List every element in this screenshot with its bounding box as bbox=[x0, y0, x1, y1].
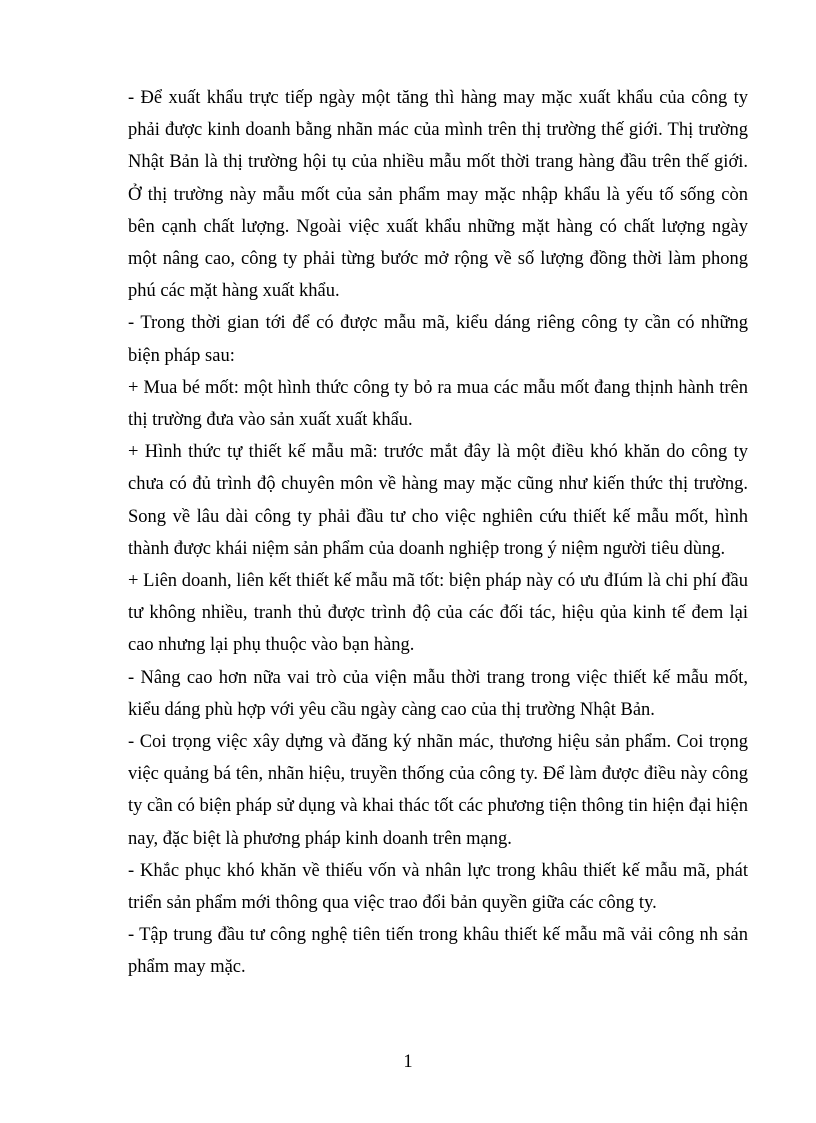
paragraph-5: + Liên doanh, liên kết thiết kế mẫu mã tốt: biện pháp này có ưu đIúm là chi phí đầu tư không nhiều, tranh thủ được trình độ của các đối tác, hiệu qủa kinh tế đem lại cao nhưng lại phụ thuộc vào bạn hàng. bbox=[128, 571, 748, 656]
paragraph-9: - Tập trung đầu tư công nghệ tiên tiến trong khâu thiết kế mẫu mã vải công nh sản phẩm may mặc. bbox=[128, 925, 748, 978]
paragraph-3: + Mua bé mốt: một hình thức công ty bỏ ra mua các mẫu mốt đang thịnh hành trên thị trường đưa vào sản xuất xuất khẩu. bbox=[128, 377, 748, 431]
paragraph-2: - Trong thời gian tới để có được mẫu mã, kiểu dáng riêng công ty cần có những biện pháp sau: bbox=[128, 313, 748, 366]
document-body bbox=[128, 82, 748, 984]
paragraph-6: - Nâng cao hơn nữa vai trò của viện mẫu thời trang trong việc thiết kế mẫu mốt, kiểu dáng phù hợp với yêu cầu ngày càng cao của thị trường Nhật Bản. bbox=[128, 667, 748, 720]
paragraph-1: - Để xuất khẩu trực tiếp ngày một tăng thì hàng may mặc xuất khẩu của công ty phải được kinh doanh bằng nhãn mác của mình trên thị trường thế giới. Thị trường Nhật Bản là thị trường hội tụ của nhiều mẫu mốt thời trang hàng đầu trên thế giới. Ở thị trường này mẫu mốt của sản phẩm may mặc nhập khẩu là yếu tố sống còn bên cạnh chất lượng. Ngoài việc xuất khẩu những mặt hàng có chất lượng ngày một nâng cao, công ty phải từng bước mở rộng về số lượng đồng thời làm phong phú các mặt hàng xuất khẩu. bbox=[128, 88, 748, 302]
paragraph-7: - Coi trọng việc xây dựng và đăng ký nhãn mác, thương hiệu sản phẩm. Coi trọng việc quảng bá tên, nhãn hiệu, truyền thống của công ty. Để làm được điều này công ty cần có biện pháp sử dụng và khai thác tốt các phương tiện thông tin hiện đại hiện nay, đặc biệt là phương pháp kinh doanh trên mạng. bbox=[128, 732, 748, 849]
page-number: 1 bbox=[403, 1052, 413, 1072]
paragraph-4: + Hình thức tự thiết kế mẫu mã: trước mắt đây là một điều khó khăn do công ty chưa có đủ trình độ chuyên môn về hàng may mặc cũng như kiến thức thị trường. Song về lâu dài công ty phải đầu tư cho việc nghiên cứu thiết kế mẫu mốt, hình thành được khái niệm sản phẩm của doanh nghiệp trong ý niệm người tiêu dùng. bbox=[128, 442, 748, 559]
paragraph-8: - Khắc phục khó khăn về thiếu vốn và nhân lực trong khâu thiết kế mẫu mã, phát triển sản phẩm mới thông qua việc trao đổi bản quyền giữa các công ty. bbox=[128, 860, 748, 914]
